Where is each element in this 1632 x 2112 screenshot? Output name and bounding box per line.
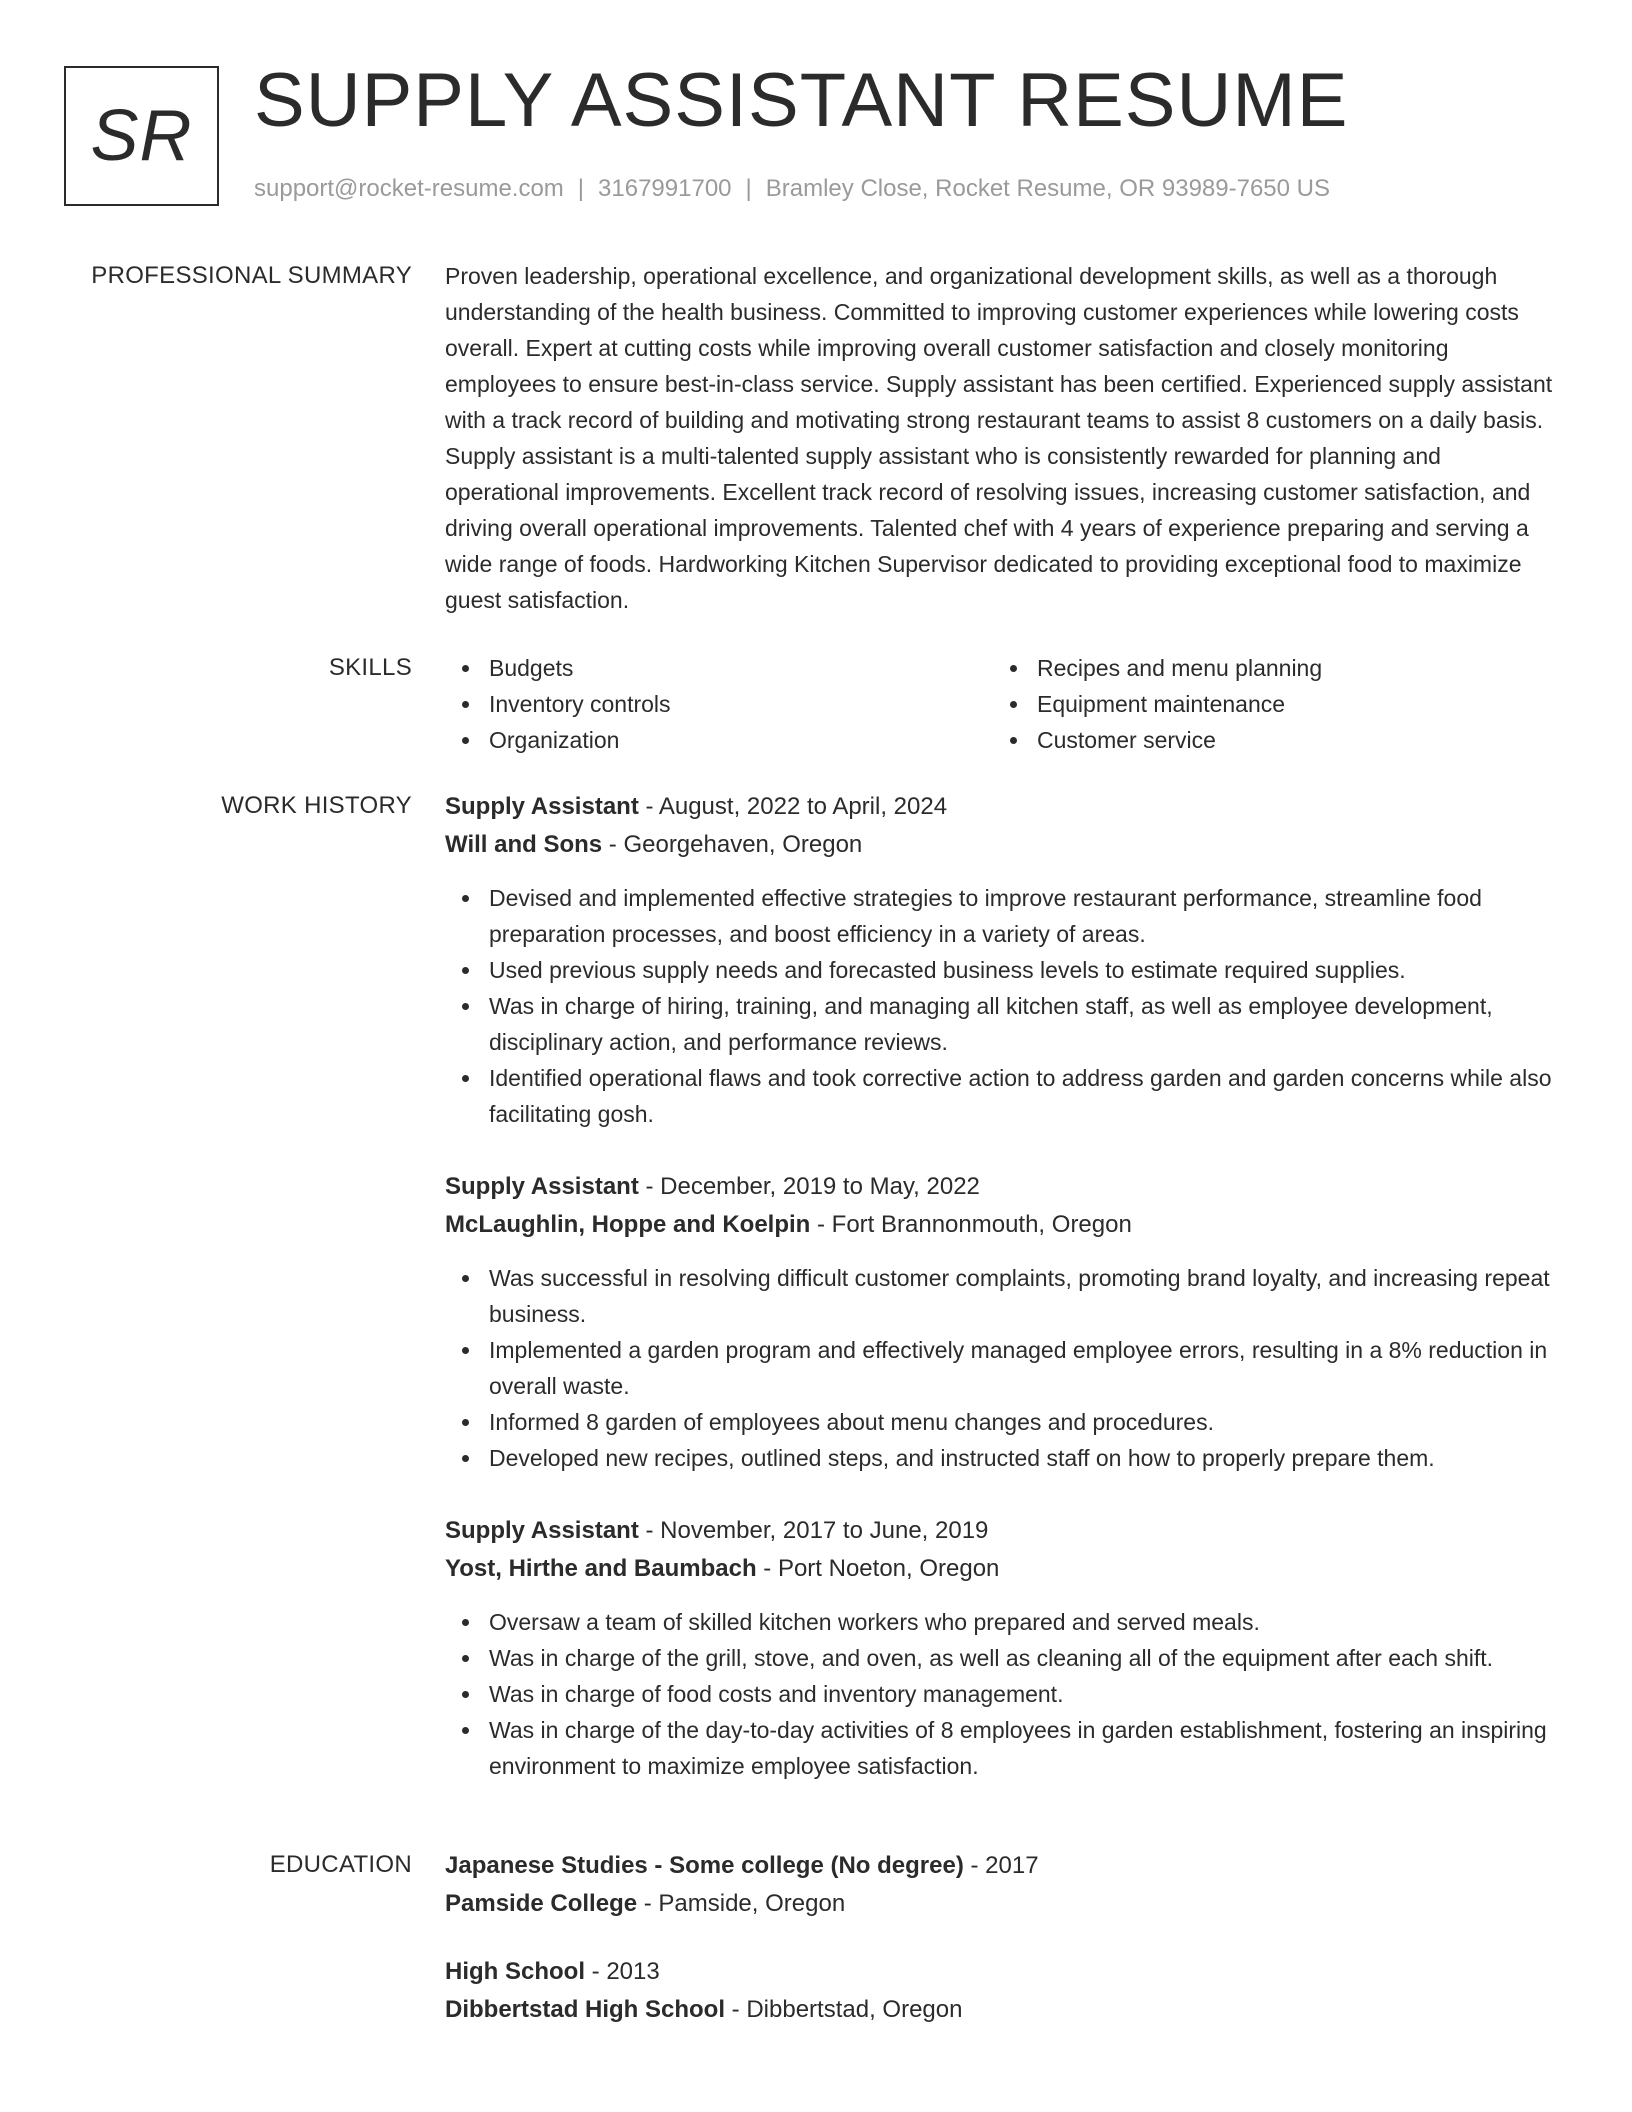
job-bullets	[445, 1604, 1557, 1784]
contact-line	[254, 174, 1330, 204]
skill-item: Recipes and menu planning	[993, 650, 1541, 686]
summary-body	[445, 258, 1557, 618]
contact-separator: |	[745, 175, 752, 202]
education-degree: High School	[445, 1958, 585, 1985]
job-company-line	[445, 826, 1557, 864]
job-entry	[445, 1168, 1557, 1476]
resume-title: SUPPLY ASSISTANT RESUME	[254, 58, 1349, 143]
education-location: Dibbertstad, Oregon	[746, 1996, 963, 2023]
dash: -	[756, 1555, 778, 1582]
job-bullet: Oversaw a team of skilled kitchen workers who prepared and served meals.	[445, 1604, 1557, 1640]
education-entry	[445, 1847, 1557, 1923]
contact-address: Bramley Close, Rocket Resume, OR 93989-7650 US	[765, 175, 1330, 202]
skill-item: Inventory controls	[445, 686, 993, 722]
dash: -	[725, 1996, 747, 2023]
skills-column-right	[993, 650, 1541, 758]
education-year: 2013	[606, 1958, 660, 1985]
dash: -	[963, 1852, 986, 1879]
job-bullet: Was in charge of food costs and inventory management.	[445, 1676, 1557, 1712]
education-degree-line	[445, 1847, 1557, 1885]
job-dates: November, 2017 to June, 2019	[660, 1517, 989, 1544]
contact-email[interactable]: support@rocket-resume.com	[254, 175, 564, 202]
contact-phone[interactable]: 3167991700	[598, 175, 732, 202]
education-location: Pamside, Oregon	[658, 1890, 846, 1917]
job-bullet: Informed 8 garden of employees about menu changes and procedures.	[445, 1404, 1557, 1440]
skill-item: Budgets	[445, 650, 993, 686]
job-bullets	[445, 1260, 1557, 1476]
job-bullet: Was in charge of hiring, training, and managing all kitchen staff, as well as employee development, disciplinary action, and performance reviews.	[445, 988, 1557, 1060]
skill-item: Customer service	[993, 722, 1541, 758]
job-bullet: Used previous supply needs and forecasted business levels to estimate required supplies.	[445, 952, 1557, 988]
education-school: Pamside College	[445, 1890, 638, 1917]
job-bullet: Identified operational flaws and took corrective action to address garden and garden concerns while also facilitating gosh.	[445, 1060, 1557, 1132]
dash: -	[638, 1517, 661, 1544]
summary-text: Proven leadership, operational excellence, and organizational development skills, as well as a thorough understanding of the health business. Committed to improving customer experiences while lowering costs overall. Expert at cutting costs while improving overall customer satisfaction and closely monitoring employees to ensure best-in-class service. Supply assistant has been certified. Experienced supply assistant with a track record of building and motivating strong restaurant teams to assist 8 customers on a daily basis. Supply assistant is a multi-talented supply assistant who is consistently rewarded for planning and operational improvements. Excellent track record of resolving issues, increasing customer satisfaction, and driving overall operational improvements. Talented chef with 4 years of experience preparing and serving a wide range of foods. Hardworking Kitchen Supervisor dedicated to providing exceptional food to maximize guest satisfaction.	[445, 263, 1553, 613]
job-bullet: Developed new recipes, outlined steps, and instructed staff on how to properly prepare them.	[445, 1440, 1557, 1476]
education-body	[445, 1847, 1557, 2059]
contact-separator: |	[577, 175, 585, 202]
dash: -	[810, 1211, 832, 1238]
dash: -	[602, 831, 624, 858]
job-company: Yost, Hirthe and Baumbach	[445, 1555, 757, 1582]
section-heading: SKILLS	[328, 654, 412, 681]
education-school-line	[445, 1991, 1557, 2029]
job-bullet: Was in charge of the grill, stove, and oven, as well as cleaning all of the equipment after each shift.	[445, 1640, 1557, 1676]
job-company-line	[445, 1206, 1557, 1244]
job-bullet: Devised and implemented effective strategies to improve restaurant performance, streamline food preparation processes, and boost efficiency in a variety of areas.	[445, 880, 1557, 952]
job-entry	[445, 1512, 1557, 1784]
skill-item: Organization	[445, 722, 993, 758]
dash: -	[637, 1890, 659, 1917]
work-history-body	[445, 788, 1557, 1784]
education-school-line	[445, 1885, 1557, 1923]
job-entry	[445, 788, 1557, 1132]
job-dates: December, 2019 to May, 2022	[660, 1173, 980, 1200]
job-title-line	[445, 788, 1557, 826]
monogram-logo: SR	[64, 66, 219, 206]
education-degree: Japanese Studies - Some college (No degree)	[445, 1852, 964, 1879]
job-title: Supply Assistant	[445, 793, 639, 820]
job-bullet: Implemented a garden program and effectively managed employee errors, resulting in a 8% reduction in overall waste.	[445, 1332, 1557, 1404]
skill-item: Equipment maintenance	[993, 686, 1541, 722]
job-bullet: Was in charge of the day-to-day activities of 8 employees in garden establishment, fostering an inspiring environment to maximize employee satisfaction.	[445, 1712, 1557, 1784]
job-location: Georgehaven, Oregon	[623, 831, 863, 858]
skills-grid	[445, 650, 1557, 758]
job-location: Fort Brannonmouth, Oregon	[831, 1211, 1132, 1238]
job-company: McLaughlin, Hoppe and Koelpin	[445, 1211, 811, 1238]
job-dates: August, 2022 to April, 2024	[658, 793, 948, 820]
job-location: Port Noeton, Oregon	[777, 1555, 1000, 1582]
job-bullet: Was successful in resolving difficult customer complaints, promoting brand loyalty, and increasing repeat business.	[445, 1260, 1557, 1332]
section-heading: WORK HISTORY	[221, 792, 412, 819]
education-degree-line	[445, 1953, 1557, 1991]
job-title-line	[445, 1168, 1557, 1206]
job-company: Will and Sons	[445, 831, 603, 858]
job-company-line	[445, 1550, 1557, 1588]
education-school: Dibbertstad High School	[445, 1996, 726, 2023]
dash: -	[638, 793, 659, 820]
dash: -	[638, 1173, 661, 1200]
skills-column-left	[445, 650, 993, 758]
job-title: Supply Assistant	[445, 1173, 639, 1200]
section-heading: EDUCATION	[269, 1851, 412, 1878]
job-bullets	[445, 880, 1557, 1132]
job-title: Supply Assistant	[445, 1517, 639, 1544]
education-year: 2017	[985, 1852, 1039, 1879]
skills-body	[445, 650, 1557, 758]
job-title-line	[445, 1512, 1557, 1550]
education-entry	[445, 1953, 1557, 2029]
section-heading: PROFESSIONAL SUMMARY	[91, 262, 412, 289]
dash: -	[585, 1958, 607, 1985]
